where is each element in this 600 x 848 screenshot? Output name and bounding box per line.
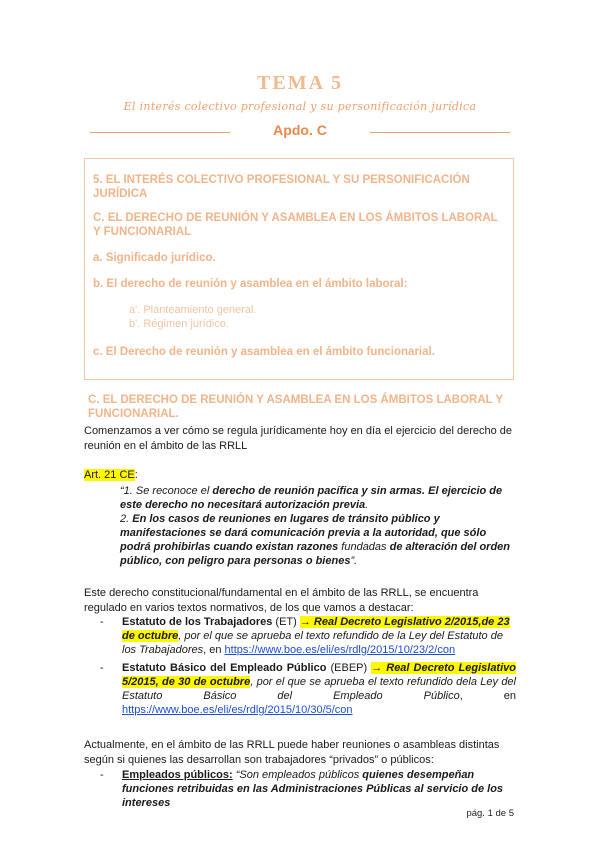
list-item [100, 615, 516, 657]
list-item [100, 661, 516, 717]
article-reference [84, 468, 514, 483]
bullet-dash: - [100, 769, 104, 781]
quote-text: ”. [350, 555, 358, 567]
quote-emphasis: de alteración del orden público, con peligro para personas o bienes [120, 541, 511, 567]
toc-subitem: a'. Planteamiento general. [129, 304, 257, 316]
employee-list [100, 768, 516, 814]
doc-subtitle: El interés colectivo profesional y su personificación jurídica [123, 100, 477, 113]
employee-emphasis: quienes desempeñan funciones retribuidas en las Administraciones Públicas al servicio de los intereses [122, 769, 504, 809]
employee-quote: “Son empleados públicos [232, 769, 363, 781]
toc-item: a. Significado jurídico. [93, 252, 216, 264]
quote-text: . [365, 499, 369, 511]
quote-text: 2. [120, 513, 133, 525]
toc-item: C. EL DERECHO DE REUNIÓN Y ASAMBLEA EN LOS ÁMBITOS LABORAL Y FUNCIONARIAL [93, 212, 498, 238]
quote-emphasis: derecho de reunión pacífica y sin armas [212, 485, 423, 497]
law-name: Estatuto de los Trabajadores [122, 616, 273, 628]
constitution-quote [120, 484, 516, 568]
law-en: , en [459, 690, 517, 702]
article-colon: : [134, 469, 138, 481]
toc-item: b. El derecho de reunión y asamblea en el ámbito laboral: [93, 278, 408, 290]
boe-link-et[interactable]: https://www.boe.es/eli/es/rdlg/2015/10/23/2/con [224, 644, 456, 656]
law-abbr: (EBEP) [326, 662, 372, 674]
toc-item: 5. EL INTERÉS COLECTIVO PROFESIONAL Y SU PERSONIFICACIÓN JURÍDICA [93, 174, 470, 200]
law-description: , por el que se aprueba el texto refundido de la Ley del Estatuto de los Trabajadores [122, 630, 503, 656]
doc-title: TEMA 5 [257, 72, 343, 94]
quote-text: . El ejercicio de este [120, 485, 503, 511]
law-list [100, 615, 516, 721]
law-name: Estatuto Básico del Empleado Público [122, 662, 327, 674]
boe-link-ebep[interactable]: https://www.boe.es/eli/es/rdlg/2015/10/30/5/con [122, 704, 353, 716]
quote-text: fundadas [341, 541, 387, 553]
regulation-paragraph: Este derecho constitucional/fundamental en el ámbito de las RRLL, se encuentra regulado en varios textos normativos, de los que vamos a destacar: [84, 587, 479, 614]
current-paragraph: Actualmente, en el ámbito de las RRLL puede haber reuniones o asambleas distintas según si quienes las desarrollan son trabajadores “privados” o públicos: [84, 739, 500, 766]
page-number: pág. 1 de 5 [466, 808, 514, 819]
quote-emphasis: En los casos de reuniones en lugares de tránsito público y manifestaciones se dará comunicación previa a la autoridad, que sólo podrá prohibirlas cuando existan razones [120, 513, 487, 553]
section-label-row [90, 122, 510, 142]
law-en: , en [203, 644, 225, 656]
section-heading: C. EL DERECHO DE REUNIÓN Y ASAMBLEA EN LOS ÁMBITOS LABORAL Y FUNCIONARIAL. [88, 394, 503, 420]
law-decree: → Real Decreto Legislativo 5/2015, de 30 de octubre [122, 662, 516, 688]
law-description: , por el que se aprueba el texto refundido dela Ley del Estatuto Básico del Empleado Público [122, 676, 516, 702]
section-label: Apdo. C [273, 122, 327, 138]
table-of-contents [84, 158, 514, 380]
article-label: Art. 21 CE [84, 469, 135, 481]
law-abbr: (ET) [272, 616, 300, 628]
list-item [100, 768, 516, 810]
law-decree: → Real Decreto Legislativo 2/2015,de 23 de octubre [122, 616, 510, 642]
intro-paragraph: Comenzamos a ver cómo se regula jurídicamente hoy en día el ejercicio del derecho de reunión en el ámbito de las RRLL [84, 425, 513, 452]
divider-right [370, 132, 510, 133]
toc-subitem: b'. Régimen jurídico. [129, 318, 229, 330]
employee-label: Empleados públicos: [122, 769, 233, 781]
bullet-dash: - [100, 616, 104, 628]
quote-emphasis: derecho no necesitará autorización previa [145, 499, 366, 511]
toc-item: c. El Derecho de reunión y asamblea en el ámbito funcionarial. [93, 346, 435, 358]
quote-text: “1. Se reconoce el [120, 485, 213, 497]
bullet-dash: - [100, 662, 104, 674]
